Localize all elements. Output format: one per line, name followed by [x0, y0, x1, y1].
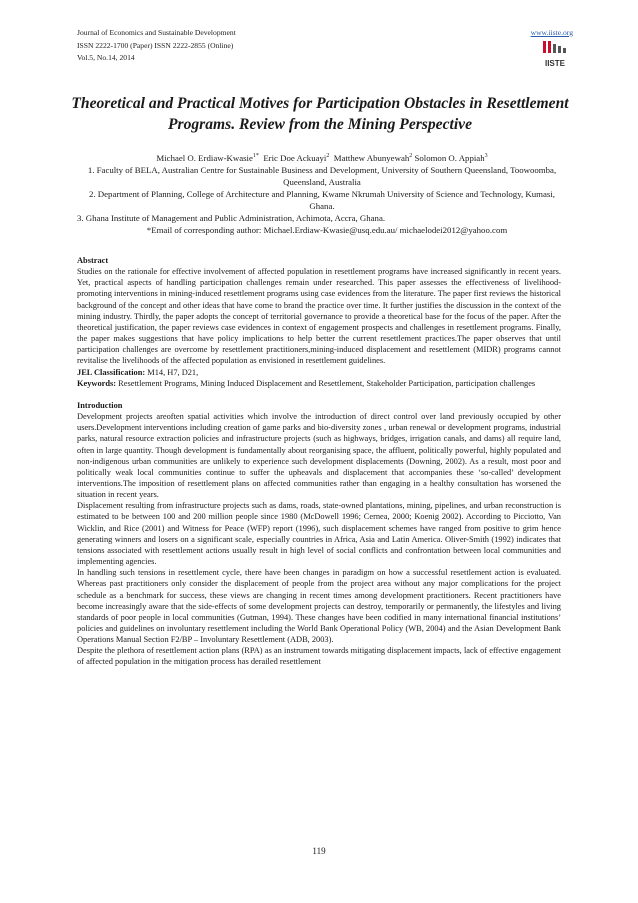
jel-line: JEL Classification: M14, H7, D21,: [77, 367, 199, 377]
author-list: Michael O. Erdiaw-Kwasie$^{1*}$ Eric Doe Ackuayi$^2$ Matthew Abunyewah$^2$ Solomon O. Appiah$^3$: [156, 153, 488, 163]
author-name: Eric Doe Ackuayi: [263, 153, 327, 163]
paper-title: Theoretical and Practical Motives for Participation Obstacles in Resettlement Programs. Review from the Mining Perspective: [71, 95, 569, 133]
affiliation-2: 2. Department of Planning, College of Architecture and Planning, Kwame Nkrumah University of Science and Technology, Kumasi, Ghana.: [89, 189, 555, 211]
author-name: Solomon O. Appiah: [414, 153, 485, 163]
author-block: [77, 152, 567, 236]
journal-volume: Vol.5, No.14, 2014: [77, 53, 135, 62]
journal-name: Journal of Economics and Sustainable Development: [77, 28, 236, 37]
author-name: Matthew Abunyewah: [333, 153, 410, 163]
intro-paragraph: Displacement resulting from infrastructure projects such as dams, roads, state-owned plantations, mining, pipelines, and urban reconstruction is estimated to be between 100 and 200 million people since 1980 (McDowell 1996; Cernea, 2000; Koenig 2002). According to Picciotto, Van Wicklin, and Rice (2001) and Witness for Peace (WFP) report (1996), such displacement schemes have ranged from positive to grim hence generating winners and losers on a significant scale, especially countries in Africa, Asia and Latin America. Oliver-Smith (1992) indicates that tensions associated with resettlement actions usually result in high level of social conflicts and confrontation between local communities and implementing agencies.: [77, 501, 561, 567]
author-name: Michael O. Erdiaw-Kwasie: [156, 153, 253, 163]
keywords-line: Keywords: Resettlement Programs, Mining Induced Displacement and Resettlement, Stakeholder Participation, participation challenges: [77, 378, 536, 388]
affiliation-1: 1. Faculty of BELA, Australian Centre for Sustainable Business and Development, University of Southern Queensland, Toowoomba, Queensland, Australia: [87, 165, 557, 187]
page-number: 119: [312, 846, 326, 856]
intro-paragraph: Development projects areoften spatial activities which involve the introduction of direct control over land previously occupied by other users.Development interventions including creation of game parks and bio-diversity zones , urban renewal or development programs, industrial parks, natural resource extraction policies and infrastructure projects (such as highways, bridges, irrigation canals, and dams) all require land, often in large quantity. Though development is fundamentally about reorganising space, the affluent, politically powerful, highly populated and non-indigenous urban communities are unlikely to experience such development displacements (Downing, 2002). As a result, most poor and politically weak local communities continue to suffer the upheavals and displacement that accompanies these ‘so-called’ development interventions.The imposition of resettlement plans on affected communities rather than engaging in a healthy consultation has worsened the situation in recent years.: [77, 412, 561, 500]
intro-paragraph: In handling such tensions in resettlement cycle, there have been changes in paradigm on how a successful resettlement action is evaluated. Whereas past practitioners only consider the displacement of people from the project area without any major complications for the project schedule as a benchmark for success, these views are changing in recent times among development practitioners. Recent practitioners have become increasingly aware that the side-effects of some development projects can destroy, temporarily or permanently, the lifestyles and living standards of poor people in local communities (Gutman, 1994). These changes have been codified in many international financial institutions’ policies and guidelines on involuntary resettlement including the World Bank Operational Policy (WB, 2004) and the Asian Development Bank Operations Manual Section F2/BP – Involuntary Resettlement (ADB, 2003).: [77, 568, 561, 645]
abstract-text: Studies on the rationale for effective involvement of affected population in resettlement programs have increased significantly in recent years. Yet, practical aspects of handling participation challenges remain under researched. This paper assesses the effectiveness of livelihood-promoting interventions in mining-induced resettlement programs using case evidences from the literature. The paper first reviews the historical background of the concept and other ideas that have come to brand the practice over time. It further justifies the discussion in the context of the mining industry. Thirdly, the paper adopts the concept of territorial governance to provide a theoretical base for the focus of the paper. After the theoretical justification, the paper reviews case evidences in context of engagement prospects and challenges in resettlement programs. Finally, the paper makes suggestions that have policy implications to help better the current resettlement practices.The paper observes that until participation challenges are overcome by resettlement practitioners,mining-induced displacement and resettlement (MIDR) programs cannot revitalise the livelihoods of the affected population as envisioned in resettlement guidelines.: [77, 267, 561, 366]
iiste-logo: [540, 41, 570, 71]
corresponding-email: *Email of corresponding author: Michael.Erdiaw-Kwasie@usq.edu.au/ michaelodei2012@yahoo.com: [146, 225, 508, 235]
journal-header: [77, 27, 573, 65]
journal-issn: ISSN 2222-1700 (Paper) ISSN 2222-2855 (Online): [77, 40, 234, 50]
paper-body: [77, 255, 561, 668]
introduction-heading: Introduction: [77, 400, 123, 410]
affiliation-3: 3. Ghana Institute of Management and Public Administration, Achimota, Accra, Ghana.: [77, 213, 386, 223]
iiste-logo-text: IISTE: [544, 59, 566, 68]
abstract-heading: Abstract: [77, 256, 109, 265]
intro-paragraph: Despite the plethora of resettlement action plans (RPA) as an instrument towards mitigating displacement impacts, lack of effective engagement of affected population in the mitigation process has derailed resettlement: [77, 646, 561, 667]
journal-url-link[interactable]: www.iiste.org: [530, 28, 573, 37]
